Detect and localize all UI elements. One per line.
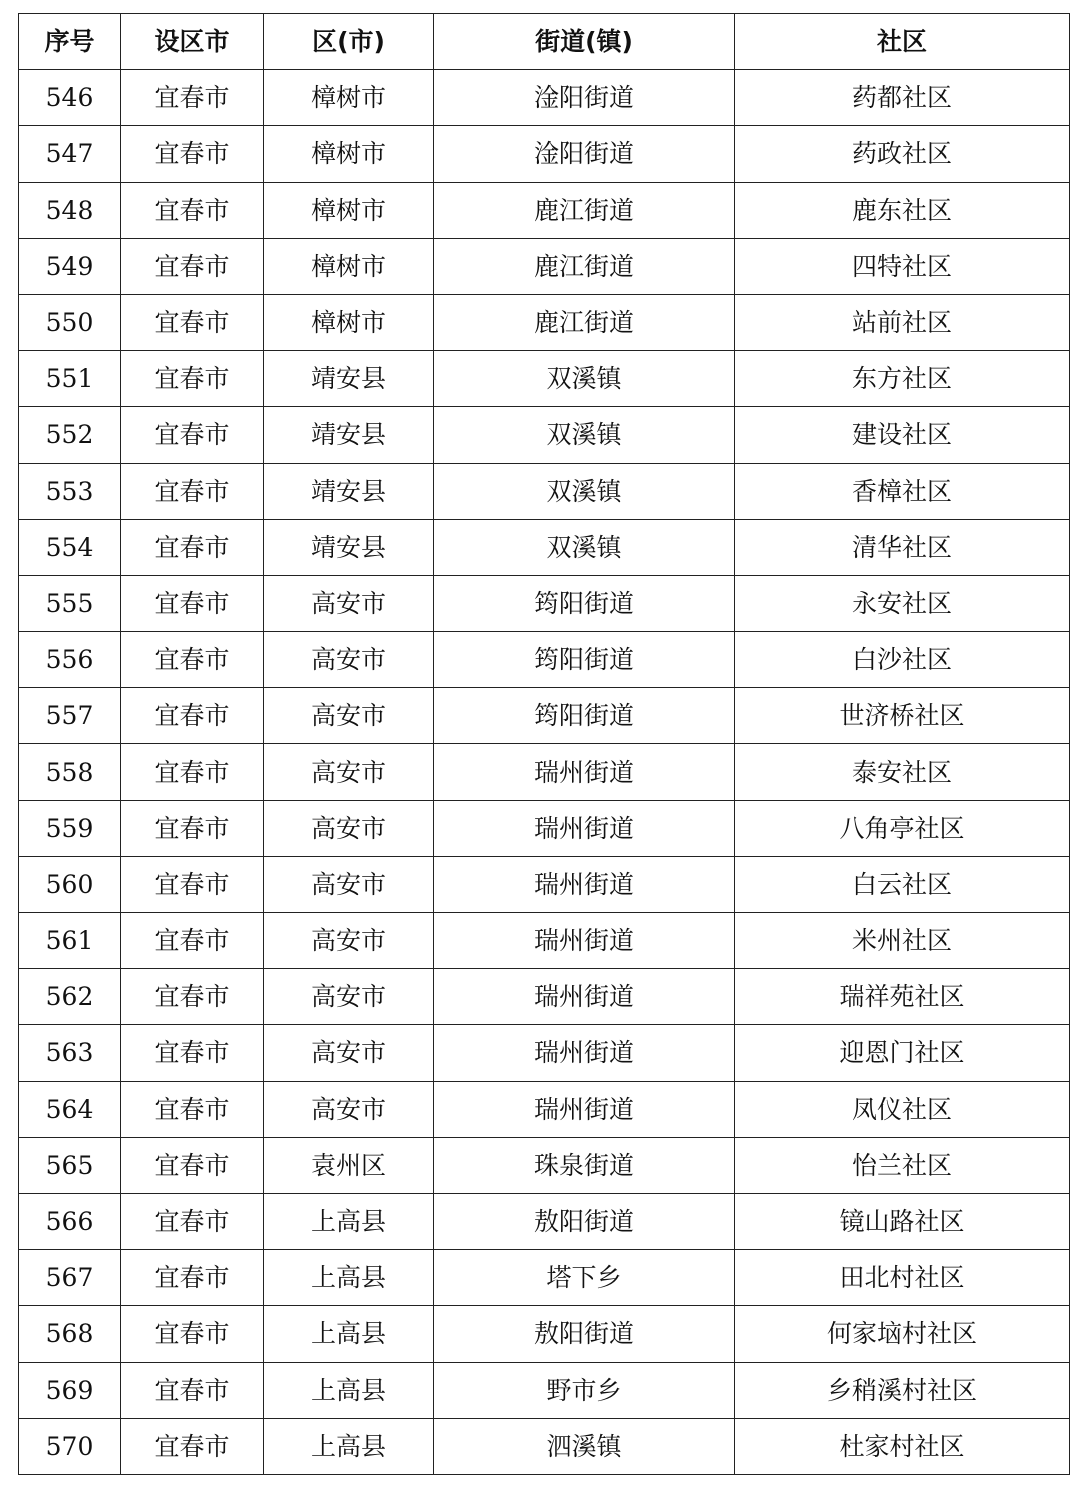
street-town-cell: 筠阳街道 [434,575,735,631]
table-header-row [19,14,1070,70]
community-cell: 迎恩门社区 [735,1025,1070,1081]
community-cell: 四特社区 [735,238,1070,294]
community-cell: 香樟社区 [735,463,1070,519]
community-cell: 田北村社区 [735,1250,1070,1306]
street-town-cell: 鹿江街道 [434,294,735,350]
serial-number-cell: 552 [19,407,121,463]
city-cell: 宜春市 [121,238,264,294]
community-cell: 药政社区 [735,126,1070,182]
city-cell: 宜春市 [121,1418,264,1474]
street-town-cell: 瑞州街道 [434,1025,735,1081]
serial-number-cell: 558 [19,744,121,800]
table-row [19,1193,1070,1249]
district-cell: 樟树市 [264,294,434,350]
city-cell: 宜春市 [121,70,264,126]
table-row [19,1306,1070,1362]
city-cell: 宜春市 [121,1250,264,1306]
community-cell: 杜家村社区 [735,1418,1070,1474]
city-cell: 宜春市 [121,1362,264,1418]
street-town-cell: 瑞州街道 [434,800,735,856]
table-row [19,407,1070,463]
community-cell: 米州社区 [735,913,1070,969]
district-cell: 樟树市 [264,126,434,182]
city-cell: 宜春市 [121,1193,264,1249]
serial-number-cell: 556 [19,632,121,688]
serial-number-cell: 562 [19,969,121,1025]
table-row [19,351,1070,407]
serial-number-cell: 550 [19,294,121,350]
serial-number-cell: 555 [19,575,121,631]
community-cell: 药都社区 [735,70,1070,126]
community-cell: 凤仪社区 [735,1081,1070,1137]
district-cell: 高安市 [264,969,434,1025]
city-cell: 宜春市 [121,294,264,350]
city-cell: 宜春市 [121,688,264,744]
district-cell: 高安市 [264,1025,434,1081]
city-cell: 宜春市 [121,969,264,1025]
table-row [19,575,1070,631]
city-cell: 宜春市 [121,407,264,463]
city-cell: 宜春市 [121,463,264,519]
street-town-cell: 珠泉街道 [434,1137,735,1193]
serial-number-cell: 559 [19,800,121,856]
city-cell: 宜春市 [121,519,264,575]
street-town-cell: 泗溪镇 [434,1418,735,1474]
community-table [18,13,1070,1475]
serial-number-cell: 546 [19,70,121,126]
serial-number-cell: 547 [19,126,121,182]
street-town-cell: 敖阳街道 [434,1306,735,1362]
header-community: 社区 [735,14,1070,70]
street-town-cell: 双溪镇 [434,463,735,519]
table-row [19,1081,1070,1137]
district-cell: 上高县 [264,1362,434,1418]
community-cell: 永安社区 [735,575,1070,631]
community-cell: 八角亭社区 [735,800,1070,856]
district-cell: 上高县 [264,1306,434,1362]
district-cell: 高安市 [264,913,434,969]
street-town-cell: 鹿江街道 [434,182,735,238]
community-cell: 建设社区 [735,407,1070,463]
community-cell: 世济桥社区 [735,688,1070,744]
community-cell: 站前社区 [735,294,1070,350]
header-serial-number: 序号 [19,14,121,70]
street-town-cell: 敖阳街道 [434,1193,735,1249]
community-cell: 东方社区 [735,351,1070,407]
serial-number-cell: 549 [19,238,121,294]
city-cell: 宜春市 [121,351,264,407]
serial-number-cell: 564 [19,1081,121,1137]
street-town-cell: 野市乡 [434,1362,735,1418]
district-cell: 袁州区 [264,1137,434,1193]
district-cell: 樟树市 [264,238,434,294]
street-town-cell: 瑞州街道 [434,856,735,912]
table-row [19,913,1070,969]
street-town-cell: 淦阳街道 [434,70,735,126]
street-town-cell: 瑞州街道 [434,1081,735,1137]
street-town-cell: 筠阳街道 [434,632,735,688]
city-cell: 宜春市 [121,1025,264,1081]
district-cell: 靖安县 [264,519,434,575]
city-cell: 宜春市 [121,575,264,631]
table-row [19,294,1070,350]
city-cell: 宜春市 [121,126,264,182]
district-cell: 高安市 [264,1081,434,1137]
serial-number-cell: 568 [19,1306,121,1362]
community-cell: 鹿东社区 [735,182,1070,238]
district-cell: 高安市 [264,744,434,800]
serial-number-cell: 551 [19,351,121,407]
city-cell: 宜春市 [121,1137,264,1193]
city-cell: 宜春市 [121,856,264,912]
street-town-cell: 瑞州街道 [434,913,735,969]
table-row [19,1250,1070,1306]
street-town-cell: 瑞州街道 [434,744,735,800]
table-row [19,1362,1070,1418]
street-town-cell: 瑞州街道 [434,969,735,1025]
street-town-cell: 塔下乡 [434,1250,735,1306]
city-cell: 宜春市 [121,913,264,969]
street-town-cell: 鹿江街道 [434,238,735,294]
district-cell: 高安市 [264,575,434,631]
district-cell: 高安市 [264,800,434,856]
table-row [19,70,1070,126]
community-cell: 白沙社区 [735,632,1070,688]
serial-number-cell: 557 [19,688,121,744]
serial-number-cell: 569 [19,1362,121,1418]
table-row [19,463,1070,519]
district-cell: 上高县 [264,1250,434,1306]
serial-number-cell: 560 [19,856,121,912]
serial-number-cell: 548 [19,182,121,238]
table-row [19,1137,1070,1193]
district-cell: 靖安县 [264,351,434,407]
street-town-cell: 双溪镇 [434,519,735,575]
street-town-cell: 双溪镇 [434,351,735,407]
city-cell: 宜春市 [121,632,264,688]
header-street-town: 街道(镇) [434,14,735,70]
district-cell: 高安市 [264,856,434,912]
serial-number-cell: 561 [19,913,121,969]
table-row [19,632,1070,688]
street-town-cell: 筠阳街道 [434,688,735,744]
table-row [19,126,1070,182]
community-cell: 清华社区 [735,519,1070,575]
header-city: 设区市 [121,14,264,70]
serial-number-cell: 570 [19,1418,121,1474]
district-cell: 上高县 [264,1418,434,1474]
community-cell: 乡稍溪村社区 [735,1362,1070,1418]
community-cell: 镜山路社区 [735,1193,1070,1249]
serial-number-cell: 566 [19,1193,121,1249]
street-town-cell: 淦阳街道 [434,126,735,182]
serial-number-cell: 553 [19,463,121,519]
community-cell: 怡兰社区 [735,1137,1070,1193]
table-row [19,238,1070,294]
serial-number-cell: 554 [19,519,121,575]
table-row [19,856,1070,912]
district-cell: 高安市 [264,632,434,688]
city-cell: 宜春市 [121,744,264,800]
district-cell: 樟树市 [264,182,434,238]
serial-number-cell: 563 [19,1025,121,1081]
table-row [19,744,1070,800]
community-cell: 泰安社区 [735,744,1070,800]
district-cell: 高安市 [264,688,434,744]
community-cell: 白云社区 [735,856,1070,912]
city-cell: 宜春市 [121,182,264,238]
city-cell: 宜春市 [121,1306,264,1362]
serial-number-cell: 565 [19,1137,121,1193]
district-cell: 靖安县 [264,407,434,463]
district-cell: 上高县 [264,1193,434,1249]
district-cell: 靖安县 [264,463,434,519]
table-row [19,969,1070,1025]
table-row [19,688,1070,744]
header-district: 区(市) [264,14,434,70]
community-cell: 何家垴村社区 [735,1306,1070,1362]
table-row [19,1025,1070,1081]
table-row [19,182,1070,238]
city-cell: 宜春市 [121,1081,264,1137]
city-cell: 宜春市 [121,800,264,856]
district-cell: 樟树市 [264,70,434,126]
table-row [19,1418,1070,1474]
serial-number-cell: 567 [19,1250,121,1306]
community-cell: 瑞祥苑社区 [735,969,1070,1025]
table-row [19,800,1070,856]
street-town-cell: 双溪镇 [434,407,735,463]
table-row [19,519,1070,575]
table-body [19,70,1070,1475]
